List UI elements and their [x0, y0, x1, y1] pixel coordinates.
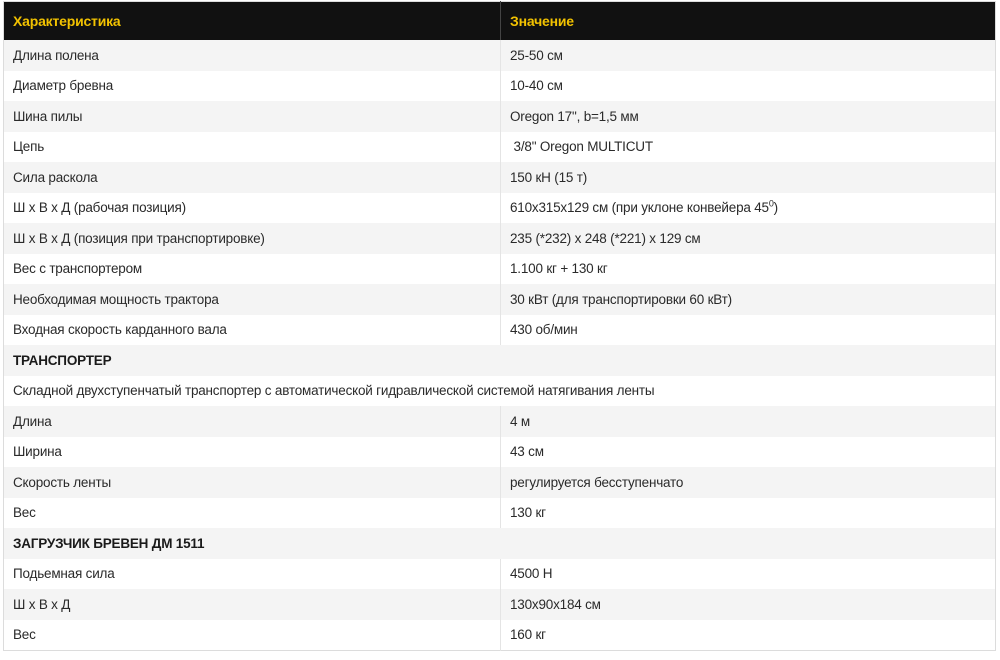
row-label: Вес с транспортером	[4, 254, 501, 285]
table-row	[4, 437, 996, 468]
row-label: Ширина	[4, 437, 501, 468]
section-row-transporter	[4, 345, 996, 376]
table-row	[4, 71, 996, 102]
row-label: Длина	[4, 406, 501, 437]
section-row-loader	[4, 528, 996, 559]
row-label: Цепь	[4, 132, 501, 163]
column-header-value: Значение	[501, 2, 996, 41]
row-value-end: )	[773, 200, 778, 216]
table-row	[4, 193, 996, 224]
row-label: Скорость ленты	[4, 467, 501, 498]
section-description-transporter: Складной двухступенчатый транспортер с автоматической гидравлической системой натягивания ленты	[4, 376, 996, 407]
column-header-characteristic: Характеристика	[4, 2, 501, 41]
row-value: 1.100 кг + 130 кг	[501, 254, 996, 285]
row-label: Ш х В х Д	[4, 589, 501, 620]
row-value: 10-40 см	[501, 71, 996, 102]
section-title-loader: ЗАГРУЗЧИК БРЕВЕН ДМ 1511	[4, 528, 996, 559]
table-row	[4, 223, 996, 254]
spec-table	[3, 1, 996, 651]
row-label: Ш х В х Д (позиция при транспортировке)	[4, 223, 501, 254]
row-label: Входная скорость карданного вала	[4, 315, 501, 346]
row-label: Диаметр бревна	[4, 71, 501, 102]
row-value: 130x90x184 см	[501, 589, 996, 620]
row-value: 30 кВт (для транспортировки 60 кВт)	[501, 284, 996, 315]
table-row	[4, 620, 996, 651]
row-value: 130 кг	[501, 498, 996, 529]
table-row	[4, 559, 996, 590]
row-value: 160 кг	[501, 620, 996, 651]
row-label: Вес	[4, 498, 501, 529]
row-value: 25-50 см	[501, 40, 996, 71]
table-header-row	[4, 2, 996, 41]
row-value: 150 кН (15 т)	[501, 162, 996, 193]
degree-superscript: 0	[768, 198, 774, 209]
table-row	[4, 101, 996, 132]
table-row	[4, 315, 996, 346]
row-value: 3/8" Oregon MULTICUT	[501, 132, 996, 163]
table-row	[4, 467, 996, 498]
table-row	[4, 162, 996, 193]
table-row	[4, 284, 996, 315]
table-row	[4, 40, 996, 71]
row-value: регулируется бесступенчато	[501, 467, 996, 498]
row-value: 235 (*232) x 248 (*221) x 129 см	[501, 223, 996, 254]
table-row	[4, 254, 996, 285]
row-value: Oregon 17", b=1,5 мм	[501, 101, 996, 132]
table-row	[4, 498, 996, 529]
row-label: Шина пилы	[4, 101, 501, 132]
row-value	[501, 193, 996, 224]
row-label: Вес	[4, 620, 501, 651]
table-row	[4, 406, 996, 437]
row-value: 4 м	[501, 406, 996, 437]
row-label: Сила раскола	[4, 162, 501, 193]
row-value-main: 610x315x129 см (при уклоне конвейера 45	[510, 200, 769, 216]
row-value: 4500 Н	[501, 559, 996, 590]
row-label: Длина полена	[4, 40, 501, 71]
table-row	[4, 132, 996, 163]
row-value: 430 об/мин	[501, 315, 996, 346]
row-label: Подьемная сила	[4, 559, 501, 590]
row-label: Необходимая мощность трактора	[4, 284, 501, 315]
table-row	[4, 589, 996, 620]
section-title-transporter: ТРАНСПОРТЕР	[4, 345, 996, 376]
section-description-row	[4, 376, 996, 407]
row-value: 43 см	[501, 437, 996, 468]
row-label: Ш х В х Д (рабочая позиция)	[4, 193, 501, 224]
